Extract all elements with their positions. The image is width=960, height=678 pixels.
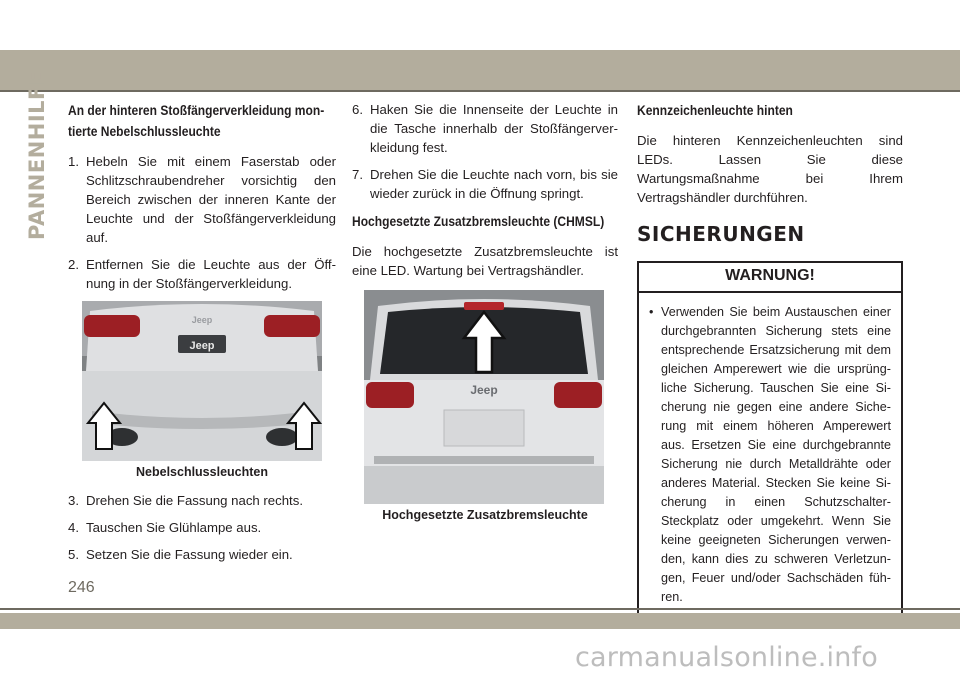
side-tab-label: PANNENHILFE — [25, 70, 49, 240]
chmsl-photo — [364, 290, 604, 504]
footer-rule — [0, 608, 960, 610]
svg-text:Jeep: Jeep — [470, 383, 498, 397]
section-title: SICHERUNGEN — [637, 222, 805, 246]
list-item: 7. Drehen Sie die Leuchte nach vorn, bis sie wieder zurück in die Öffnung springt. — [352, 167, 618, 201]
warning-box — [637, 261, 903, 617]
fog-lights-photo — [82, 301, 322, 461]
license-light-body: Die hinteren Kennzeichenleuchten sind LEDs. Lassen Sie diese Wartungsmaßnahme bei Ihrem Vertragshändler durchführen. — [637, 133, 903, 205]
license-light-heading: Kennzeichenleuchte hinten — [637, 102, 793, 118]
warning-body — [639, 293, 901, 615]
chmsl-heading: Hochgesetzte Zusatzbremsleuchte (CHMSL) — [352, 213, 605, 229]
chmsl-caption: Hochgesetzte Zusatzbremsleuchte — [382, 508, 588, 522]
warning-text: Verwenden Sie beim Austauschen einer durchgebrannten Sicherung stets eine entsprechende Ersatzsicherung mit dem gleichen Amperewert wie die ursprüng-liche Sicherung. Tauschen Sie eine Si-cherung nie gegen eine andere Siche-rung mit einem höheren Amperewert aus. Ersetzen Sie eine durchgebrannte Sicherung nie durch Metalldrähte oder anderes Material. Stecken Sie keine Si-cherung in einen Schutzschalter-Steckplatz oder umgekehrt. Wenn Sie keine geeigneten Sicherungen verwen-den, kann dies zu schweren Verletzun-gen, Feuer und/oder Sachschäden füh-ren. — [661, 305, 891, 604]
page-number: 246 — [68, 579, 95, 596]
column-3 — [637, 100, 903, 617]
footer-band — [0, 613, 960, 629]
steps-list-a — [68, 152, 336, 293]
list-item: 2. Entfernen Sie die Leuchte aus der Öff-nung in der Stoßfängerverkleidung. — [68, 257, 336, 291]
column-2 — [352, 100, 618, 534]
header-band — [0, 50, 960, 90]
jeep-rear-fog-illustration — [82, 301, 322, 461]
photo-badge: Jeep — [189, 340, 215, 352]
steps-list-b — [68, 491, 336, 564]
list-item: 4. Tauschen Sie Glühlampe aus. — [68, 520, 262, 535]
chmsl-body: Die hochgesetzte Zusatzbremsleuchte ist eine LED. Wartung bei Vertragshändler. — [352, 244, 618, 278]
svg-text:Jeep: Jeep — [191, 315, 213, 325]
bullet-icon: • — [649, 305, 654, 319]
column-1 — [68, 100, 336, 572]
list-item: 6. Haken Sie die Innenseite der Leuchte in die Tasche innerhalb der Stoßfängerver-kleidung fest. — [352, 102, 618, 155]
warning-title: WARNUNG! — [639, 263, 901, 293]
fog-lights-caption: Nebelschlussleuchten — [136, 465, 268, 479]
header-rule — [0, 90, 960, 92]
watermark: carmanualsonline.info — [575, 642, 878, 673]
fog-light-heading: An der hinteren Stoßfängerverkleidung mon-tierte Nebelschlussleuchte — [68, 102, 325, 139]
list-item: 1. Hebeln Sie mit einem Faserstab oder Schlitzschraubendreher vorsichtig den Bereich zwischen der inneren Kante der Leuchte und der Stoßfängerverkleidung auf. — [68, 154, 336, 245]
jeep-rear-chmsl-illustration — [364, 290, 604, 504]
list-item: 3. Drehen Sie die Fassung nach rechts. — [68, 493, 303, 508]
list-item: 5. Setzen Sie die Fassung wieder ein. — [68, 547, 293, 562]
section-side-tab — [24, 70, 52, 240]
steps-list-c — [352, 100, 618, 203]
